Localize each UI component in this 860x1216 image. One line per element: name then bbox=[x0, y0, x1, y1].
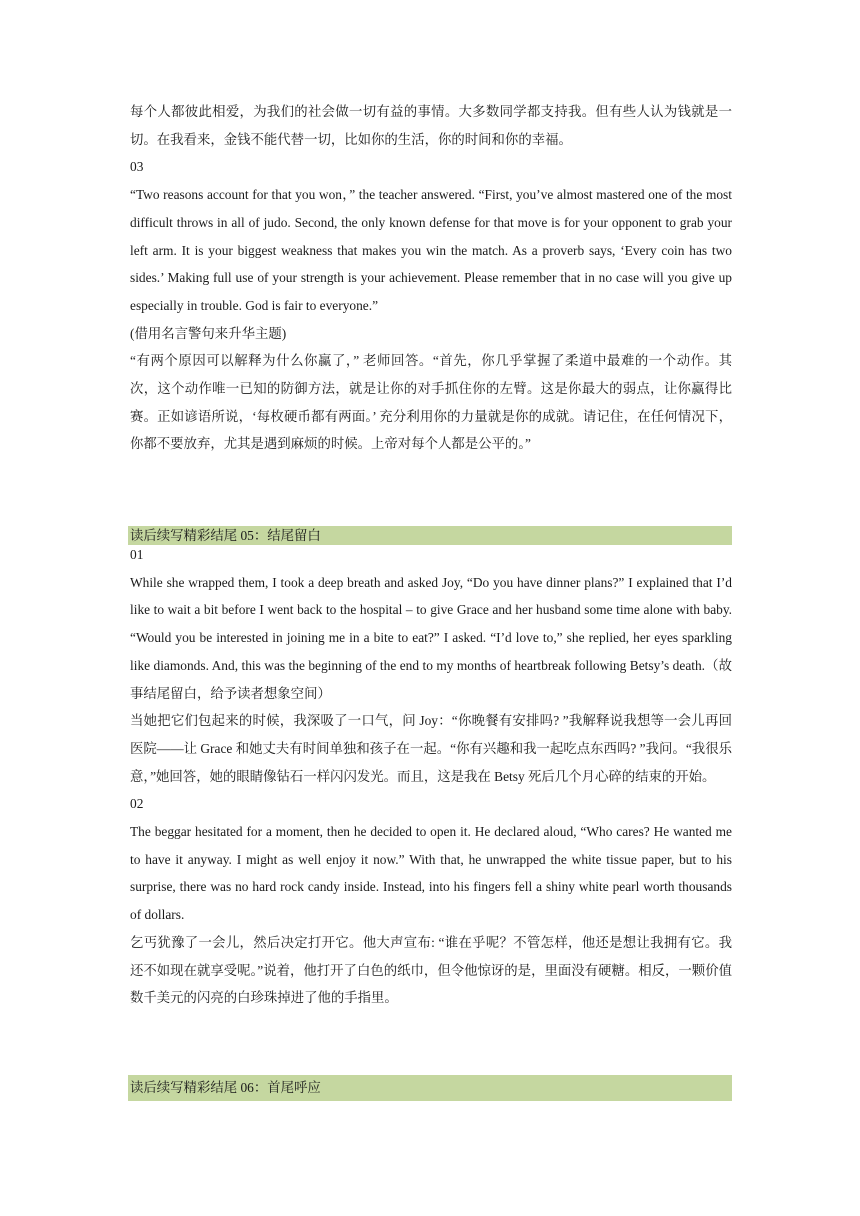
item-number: 03 bbox=[130, 159, 144, 175]
english-paragraph bbox=[130, 569, 732, 708]
technique-note: （故事结尾留白，给予读者想象空间） bbox=[130, 657, 732, 701]
english-paragraph: The beggar hesitated for a moment, then he decided to open it. He declared aloud, “Who cares? He wanted me to have it anyway. I might as well enjoy it now.” With that, he unwrapped the white tissue paper, but to his surprise, there was no hard rock candy inside. Instead, into his fingers fell a shiny white pearl worth thousands of dollars. bbox=[130, 824, 732, 923]
item-number: 02 bbox=[130, 796, 144, 812]
chinese-paragraph: “有两个原因可以解释为什么你赢了，” 老师回答。“首先，你几乎掌握了柔道中最难的一个动作。其次，这个动作唯一已知的防御方法，就是让你的对手抓住你的左臂。这是你最大的弱点，让你赢得比赛。正如谚语所说，‘每枚硬币都有两面。’ 充分利用你的力量就是你的成就。请记住，在任何情况下，你都不要放弃，尤其是遇到麻烦的时候。上帝对每个人都是公平的。” bbox=[130, 353, 732, 452]
block-03 bbox=[130, 98, 732, 458]
chinese-paragraph-continued: 每个人都彼此相爱，为我们的社会做一切有益的事情。大多数同学都支持我。但有些人认为钱就是一切。在我看来，金钱不能代替一切，比如你的生活，你的时间和你的幸福。 bbox=[130, 104, 732, 147]
technique-note: (借用名言警句来升华主题) bbox=[130, 325, 287, 341]
english-text: While she wrapped them, I took a deep breath and asked Joy, “Do you have dinner plans?” I explained that I’d like to wait a bit before I went back to the hospital – to give Grace and her husband some time alone with baby. “Would you be interested in joining me in a bite to eat?” I asked. “I’d love to,” she replied, her eyes sparkling like diamonds. And, this was the beginning of the end to my months of heartbreak following Betsy’s death. bbox=[130, 574, 732, 673]
block-05 bbox=[130, 541, 732, 1012]
english-paragraph: “Two reasons account for that you won，” the teacher answered. “First, you’ve almost mastered one of the most difficult throws in all of judo. Second, the only known defense for that move is for your opponent to grab your left arm. It is your biggest weakness that makes you win the match. As a proverb says, ‘Every coin has two sides.’ Making full use of your strength is your achievement. Please remember that in no case will you give up especially in trouble. God is fair to everyone.” bbox=[130, 187, 732, 313]
item-number: 01 bbox=[130, 547, 144, 562]
section-heading-05: 读后续写精彩结尾 05：结尾留白 bbox=[128, 526, 732, 545]
chinese-paragraph: 乞丐犹豫了一会儿，然后决定打开它。他大声宣布: “谁在乎呢？不管怎样，他还是想让我拥有它。我还不如现在就享受呢。”说着，他打开了白色的纸巾，但令他惊讶的是，里面没有硬糖。相反，一颗价值数千美元的闪亮的白珍珠掉进了他的手指里。 bbox=[130, 934, 732, 1006]
chinese-paragraph: 当她把它们包起来的时候，我深吸了一口气，问 Joy：“你晚餐有安排吗? ”我解释说我想等一会儿再回医院——让 Grace 和她丈夫有时间单独和孩子在一起。“你有兴趣和我一起吃点东西吗? ”我问。“我很乐意，”她回答，她的眼睛像钻石一样闪闪发光。而且，这是我在 Betsy 死后几个月心碎的结束的开始。 bbox=[130, 713, 732, 784]
section-heading-06: 读后续写精彩结尾 06：首尾呼应 bbox=[128, 1075, 732, 1101]
